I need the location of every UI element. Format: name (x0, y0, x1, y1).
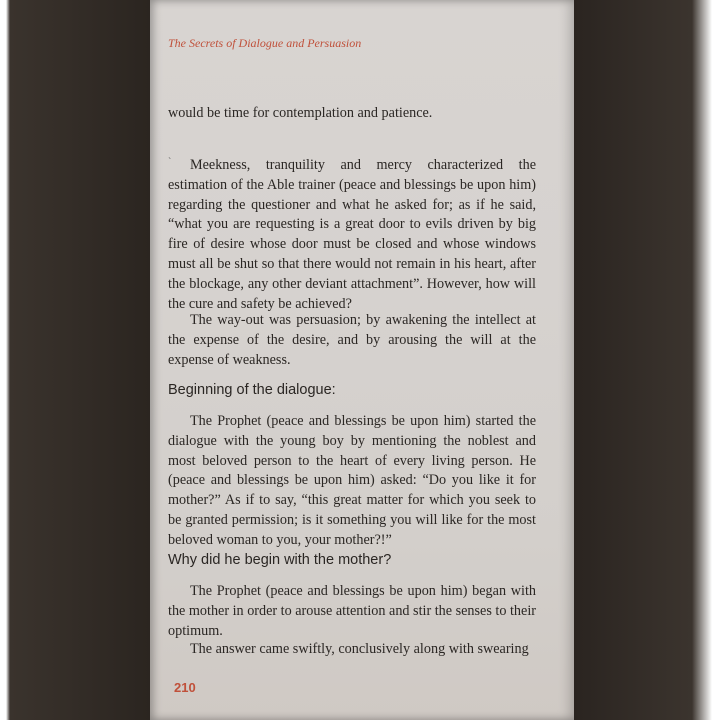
opening-line: would be time for contemplation and patience. (168, 105, 433, 121)
heading-beginning-of-dialogue: Beginning of the dialogue: (168, 382, 336, 398)
paragraph-prophet-started: The Prophet (peace and blessings be upon him) started the dialogue with the young boy by mentioning the noblest and most beloved person to the heart of every living person. He (peace and blessings be upon him) asked: “Do you like it for mother?” As if to say, “this great matter for which you seek to be granted permission; is it something you will like for the most beloved woman to you, your mother?!” (168, 413, 536, 548)
running-head: The Secrets of Dialogue and Persuasion (168, 36, 362, 50)
paragraph-answer-came: The answer came swiftly, conclusively along with swearing (190, 641, 529, 657)
background-left (0, 0, 150, 720)
page-number: 210 (174, 680, 196, 695)
paragraph-meekness: Meekness, tranquility and mercy characterized the estimation of the Able trainer (peace and blessings be upon him) regarding the questioner and what he asked for; as if he said, “what you are requesting is a great door to evils driven by big fire of desire whose door must be closed and whose windows must all be shut so that there would not remain in his heart, after the blockage, any other deviant attachment”. However, how will the cure and safety be achieved? (168, 157, 536, 312)
paragraph-way-out: The way-out was persuasion; by awakening the intellect at the expense of the desire, and by arousing the will at the expense of weakness. (168, 312, 536, 368)
margin-mark: ˋ (168, 157, 172, 168)
heading-why-mother: Why did he begin with the mother? (168, 552, 392, 568)
book-page (150, 0, 574, 720)
background-right (572, 0, 720, 720)
paragraph-began-with-mother: The Prophet (peace and blessings be upon him) began with the mother in order to arouse attention and stir the senses to their optimum. (168, 583, 536, 639)
